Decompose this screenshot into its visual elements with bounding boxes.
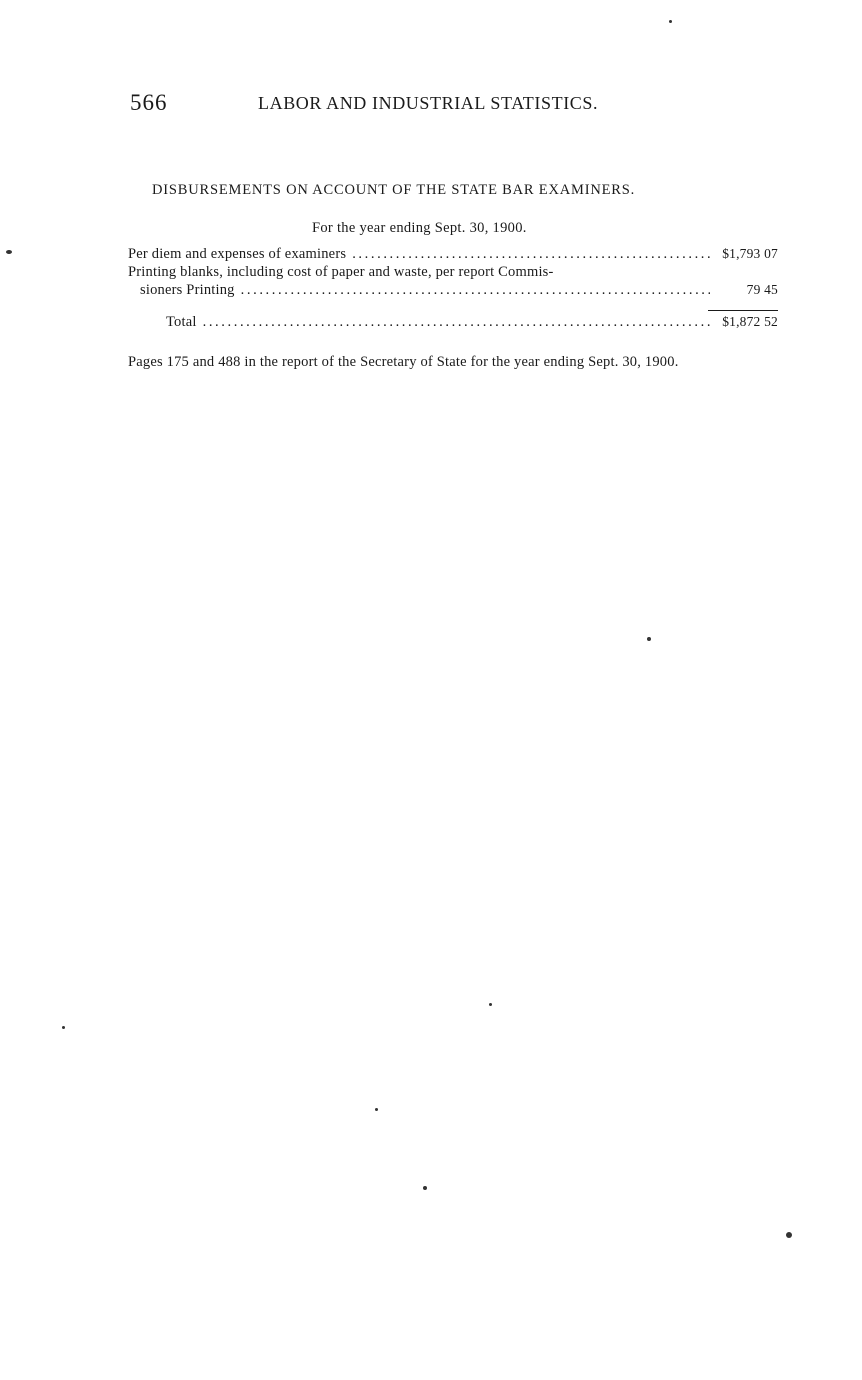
- scan-speck: [6, 250, 12, 254]
- page-number: 566: [130, 90, 168, 115]
- total-label: Total: [166, 314, 197, 330]
- total-row: [128, 314, 778, 332]
- scan-speck: [786, 1232, 792, 1238]
- section-title: DISBURSEMENTS ON ACCOUNT OF THE STATE BAR EXAMINERS.: [152, 182, 636, 198]
- total-block: [128, 314, 778, 332]
- dot-leader: [241, 282, 710, 299]
- source-note: Pages 175 and 488 in the report of the Secretary of State for the year ending Sept. 30, 1900.: [128, 354, 679, 370]
- disbursement-table: [128, 246, 778, 332]
- scan-speck: [62, 1026, 65, 1029]
- ledger-row-continued: [128, 264, 778, 282]
- scan-speck: [375, 1108, 378, 1111]
- ledger-row-label: Printing blanks, including cost of paper and waste, per report Commis-: [128, 264, 554, 280]
- ledger-row-label: Per diem and expenses of examiners: [128, 246, 347, 262]
- ledger-row-label: sioners Printing: [140, 282, 235, 298]
- scan-speck: [669, 20, 672, 23]
- section-subtitle: For the year ending Sept. 30, 1900.: [312, 220, 527, 236]
- page-header: [130, 90, 670, 120]
- ledger-row-amount: $1,793 07: [722, 246, 778, 261]
- ledger-row: [128, 282, 778, 300]
- sum-rule: [708, 310, 778, 311]
- ledger-row: [128, 246, 778, 264]
- total-amount: $1,872 52: [722, 314, 778, 329]
- ledger-row-amount: 79 45: [746, 282, 778, 297]
- scan-speck: [647, 637, 651, 641]
- scan-speck: [489, 1003, 492, 1006]
- running-title: LABOR AND INDUSTRIAL STATISTICS.: [258, 93, 599, 113]
- scan-speck: [423, 1186, 427, 1190]
- dot-leader: [352, 246, 710, 263]
- dot-leader: [203, 314, 710, 331]
